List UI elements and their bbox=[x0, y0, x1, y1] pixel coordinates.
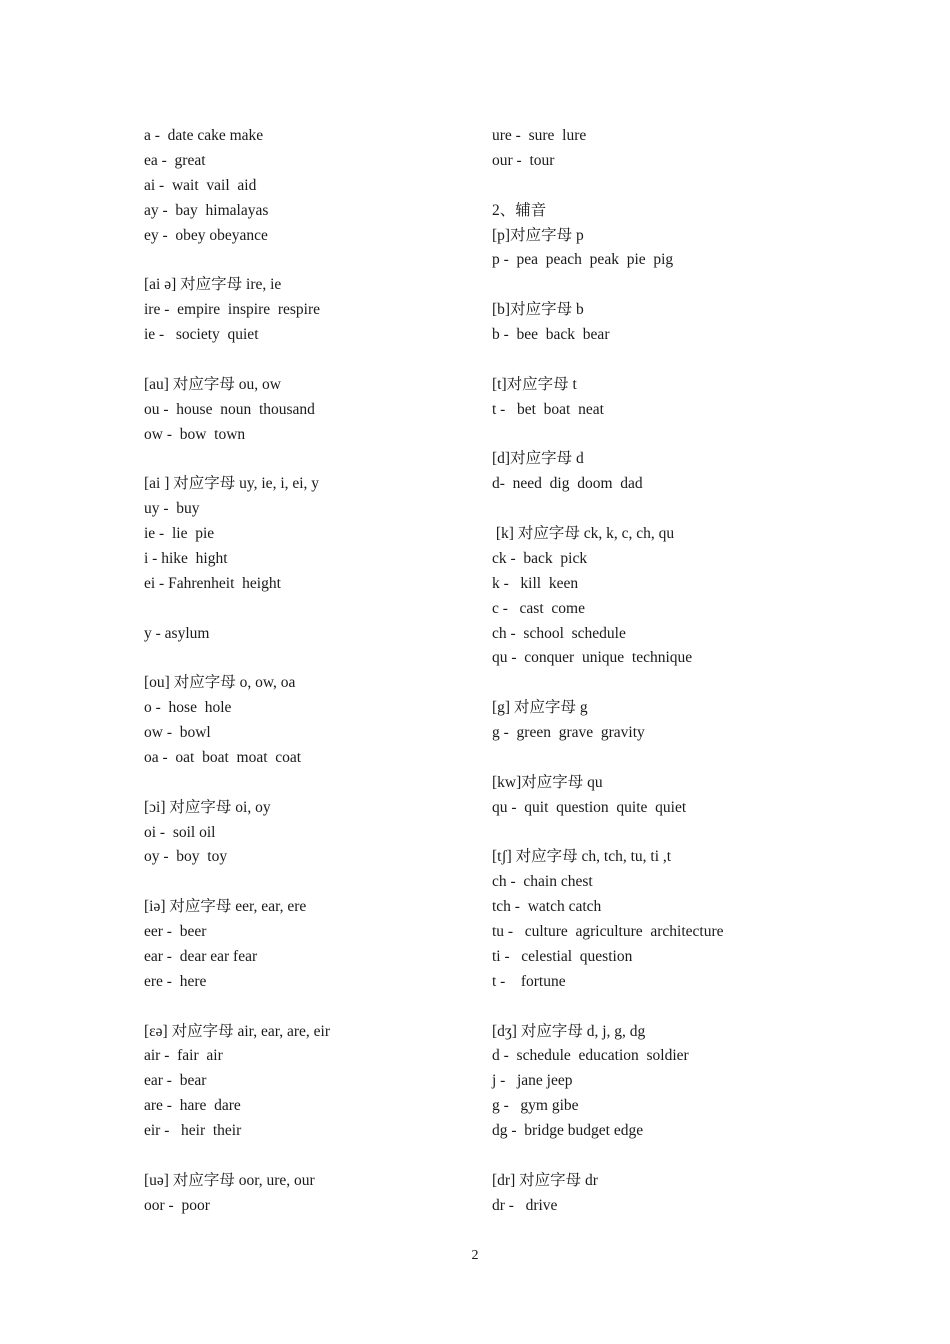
blank-line bbox=[144, 870, 474, 895]
text-line: oor - poor bbox=[144, 1196, 210, 1214]
page-number: 2 bbox=[471, 1248, 479, 1263]
text-line: [g] 对应字母 g bbox=[492, 699, 588, 717]
text-line: ti - celestial question bbox=[492, 947, 633, 965]
text-line: [d]对应字母 d bbox=[492, 450, 584, 468]
text-line: t - bet boat neat bbox=[492, 400, 604, 418]
text-line: d - schedule education soldier bbox=[492, 1047, 689, 1065]
text-line: [b]对应字母 b bbox=[492, 301, 584, 319]
text-line: ie - lie pie bbox=[144, 525, 215, 542]
text-line: [k] 对应字母 ck, k, c, ch, qu bbox=[492, 525, 675, 542]
text-line: a - date cake make bbox=[144, 127, 264, 144]
text-line: ch - school schedule bbox=[492, 624, 626, 642]
text-line: oy - boy toy bbox=[144, 848, 228, 866]
text-line: uy - buy bbox=[144, 500, 200, 518]
text-line: qu - conquer unique technique bbox=[492, 649, 693, 667]
blank-line bbox=[492, 821, 822, 846]
text-line: ear - dear ear fear bbox=[144, 947, 258, 965]
text-line: [iə] 对应字母 eer, ear, ere bbox=[144, 898, 307, 916]
blank-line bbox=[492, 348, 822, 373]
text-line: oa - oat boat moat coat bbox=[144, 748, 302, 766]
text-line: [uə] 对应字母 oor, ure, our bbox=[144, 1171, 315, 1189]
text-line: [p]对应字母 p bbox=[492, 226, 584, 244]
blank-line bbox=[144, 771, 474, 796]
text-line: c - cast come bbox=[492, 599, 585, 617]
text-line: ey - obey obeyance bbox=[144, 226, 268, 244]
text-line: ire - empire inspire respire bbox=[144, 301, 321, 319]
text-line: ou - house noun thousand bbox=[144, 400, 315, 418]
text-line: dr - drive bbox=[492, 1196, 558, 1214]
text-line: d- need dig doom dad bbox=[492, 475, 643, 493]
blank-line bbox=[144, 248, 474, 273]
text-line: g - green grave gravity bbox=[492, 724, 645, 741]
text-line: [au] 对应字母 ou, ow bbox=[144, 375, 281, 393]
text-line: 2、辅音 bbox=[492, 201, 547, 219]
text-line: eer - beer bbox=[144, 923, 207, 940]
text-line: [tʃ] 对应字母 ch, tch, tu, ti ,t bbox=[492, 848, 672, 866]
blank-line bbox=[144, 1144, 474, 1169]
text-line: ure - sure lure bbox=[492, 127, 587, 144]
text-line: [ɔi] 对应字母 oi, oy bbox=[144, 798, 271, 816]
blank-line bbox=[492, 746, 822, 771]
text-line: are - hare dare bbox=[144, 1097, 241, 1115]
text-line: [ɛə] 对应字母 air, ear, are, eir bbox=[144, 1022, 331, 1040]
text-line: ai - wait vail aid bbox=[144, 176, 257, 194]
text-line: ear - bear bbox=[144, 1072, 207, 1090]
text-line: [ou] 对应字母 o, ow, oa bbox=[144, 674, 296, 692]
text-line: tch - watch catch bbox=[492, 898, 602, 916]
text-line: y - asylum bbox=[144, 624, 210, 642]
text-line: p - pea peach peak pie pig bbox=[492, 251, 674, 269]
right-column bbox=[492, 124, 822, 1219]
text-line: dg - bridge budget edge bbox=[492, 1122, 644, 1139]
blank-line bbox=[492, 423, 822, 448]
blank-line bbox=[144, 348, 474, 373]
blank-line bbox=[492, 995, 822, 1020]
text-line: ay - bay himalayas bbox=[144, 201, 269, 219]
text-line: ei - Fahrenheit height bbox=[144, 574, 281, 592]
blank-line bbox=[492, 1144, 822, 1169]
text-line: g - gym gibe bbox=[492, 1097, 579, 1115]
text-line: our - tour bbox=[492, 151, 555, 169]
text-line: [dʒ] 对应字母 d, j, g, dg bbox=[492, 1022, 646, 1040]
text-line: tu - culture agriculture architecture bbox=[492, 923, 724, 940]
text-line: air - fair air bbox=[144, 1047, 223, 1065]
text-line: ere - here bbox=[144, 972, 207, 990]
text-line: [t]对应字母 t bbox=[492, 375, 577, 393]
text-line: eir - heir their bbox=[144, 1122, 242, 1139]
text-line: ow - bow town bbox=[144, 425, 246, 443]
text-line: i - hike hight bbox=[144, 549, 228, 567]
text-line: j - jane jeep bbox=[492, 1072, 573, 1090]
text-line: [dr] 对应字母 dr bbox=[492, 1171, 598, 1189]
blank-line bbox=[144, 995, 474, 1020]
text-line: k - kill keen bbox=[492, 574, 579, 592]
text-line: ie - society quiet bbox=[144, 326, 259, 343]
text-line: ea - great bbox=[144, 151, 206, 169]
text-line: [ai ə] 对应字母 ire, ie bbox=[144, 276, 282, 294]
text-line: oi - soil oil bbox=[144, 823, 216, 841]
text-line: t - fortune bbox=[492, 972, 566, 990]
blank-line bbox=[492, 273, 822, 298]
left-column bbox=[144, 124, 474, 1219]
text-line: [ai ] 对应字母 uy, ie, i, ei, y bbox=[144, 475, 320, 493]
blank-line bbox=[492, 174, 822, 199]
text-line: ck - back pick bbox=[492, 549, 588, 567]
blank-line bbox=[144, 646, 474, 671]
text-line: qu - quit question quite quiet bbox=[492, 798, 687, 816]
text-line: b - bee back bear bbox=[492, 326, 610, 343]
text-line: [kw]对应字母 qu bbox=[492, 773, 603, 791]
text-line: ch - chain chest bbox=[492, 873, 593, 891]
blank-line bbox=[144, 597, 474, 622]
blank-line bbox=[492, 671, 822, 696]
blank-line bbox=[144, 447, 474, 472]
text-line: ow - bowl bbox=[144, 724, 211, 741]
blank-line bbox=[492, 497, 822, 522]
text-line: o - hose hole bbox=[144, 699, 232, 717]
